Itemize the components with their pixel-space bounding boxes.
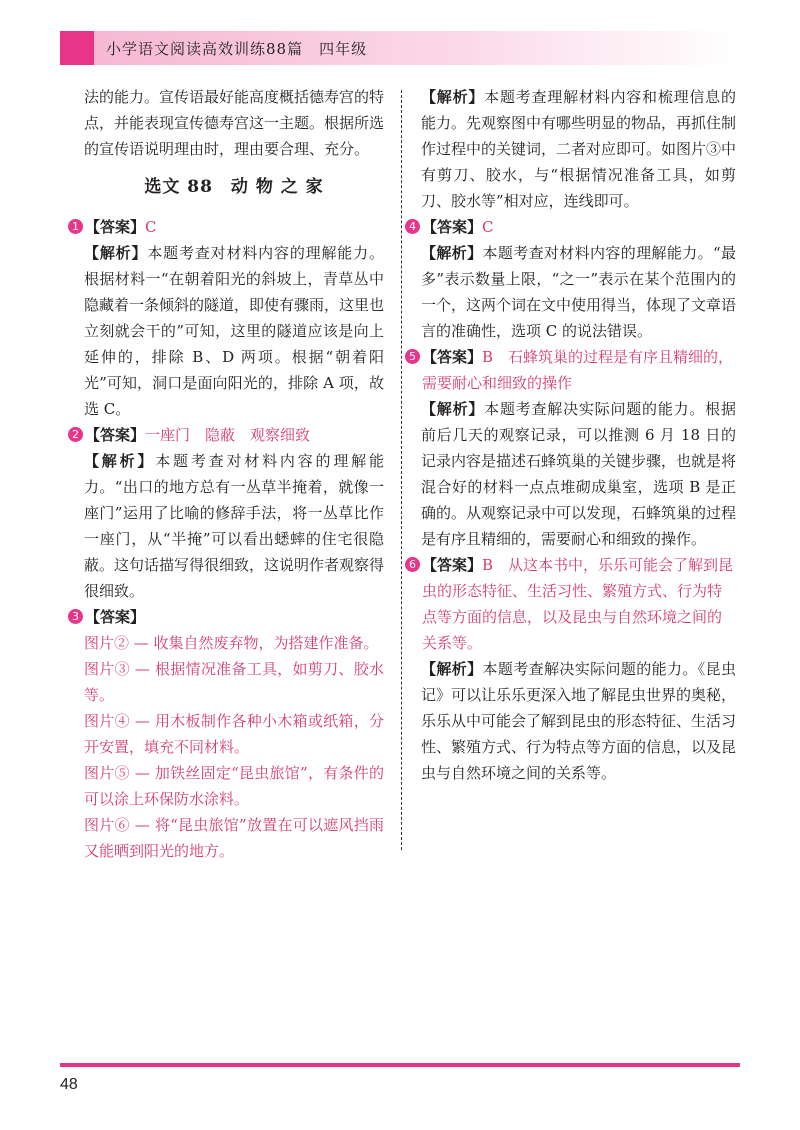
analysis-tag: 【解析】 (421, 400, 485, 418)
analysis-paragraph (421, 84, 736, 214)
column-divider (401, 90, 402, 850)
question-6-answer-row (409, 552, 736, 656)
analysis-paragraph (84, 240, 384, 422)
analysis-tag: 【解析】 (421, 660, 483, 678)
answer-wrap (422, 344, 736, 396)
analysis-tag: 【解析】 (421, 244, 483, 262)
answer-line: 图片⑤ — 加铁丝固定“昆虫旅馆”，有条件的可以涂上环保防水涂料。 (84, 764, 384, 808)
right-column (409, 84, 737, 786)
question-1-answer-row (72, 214, 384, 240)
question-5 (409, 344, 737, 552)
analysis-text: 本题考查对材料内容的理解能力。“最多”表示数量上限，“之一”表示在某个范围内的一个，这两个词在文中使用得当，体现了文章语言的准确性，选项 C 的说法错误。 (421, 244, 737, 340)
left-column (72, 84, 385, 864)
question-number-badge: 1 (68, 219, 83, 234)
question-number-badge: 3 (68, 609, 83, 624)
header-accent-block (60, 31, 94, 65)
intro-text: 法的能力。宣传语最好能高度概括德寿宫的特点，并能表现宣传德寿宫这一主题。根据所选的宣传语说明理由时，理由要合理、充分。 (84, 88, 385, 158)
question-2-answer-row (72, 422, 384, 448)
answer-line: 图片⑥ — 将“昆虫旅馆”放置在可以遮风挡雨又能晒到阳光的地方。 (84, 816, 384, 860)
analysis-tag: 【解析】 (84, 244, 148, 262)
question-4-answer-row (409, 214, 736, 240)
question-number-badge: 2 (68, 427, 83, 442)
question-1 (72, 214, 385, 422)
answer-tag: 【答案】 (85, 608, 146, 626)
answer-tag: 【答案】 (85, 426, 146, 444)
question-number-badge: 4 (405, 219, 420, 234)
answer-text: 一座门 隐蔽 观察细致 (145, 426, 311, 444)
answer-tag: 【答案】 (422, 218, 483, 236)
analysis-text: 本题考查解决实际问题的能力。《昆虫记》可以让乐乐更深入地了解昆虫世界的奥秘，乐乐从中可能会了解到昆虫的形态特征、生活习性、繁殖方式、行为特点等方面的信息，以及昆虫与自然环境之间的关系等。 (421, 660, 737, 782)
question-3-answer-row (72, 604, 384, 630)
question-4 (409, 214, 737, 344)
answer-tag: 【答案】 (85, 218, 146, 236)
analysis-paragraph (421, 656, 736, 786)
answer-line: 图片② — 收集自然废弃物，为搭建作准备。 (84, 634, 379, 652)
analysis-text: 本题考查解决实际问题的能力。根据前后几天的观察记录，可以推测 6 月 18 日的记录内容是描述石蜂筑巢的关键步骤，也就是将混合好的材料一点点堆砌成巢室，选项 B 是正确的。从观察记录中可以发现，石蜂筑巢的过程是有序且精细的，需要耐心和细致的操作。 (421, 400, 737, 548)
answer-text: B 从这本书中，乐乐可能会了解到昆虫的形态特征、生活习性、繁殖方式、行为特点等方面的信息，以及昆虫与自然环境之间的关系等。 (422, 556, 734, 652)
section-title: 选文 88 动 物 之 家 (144, 177, 324, 197)
footer-rule (60, 1063, 740, 1067)
question-number-badge: 6 (405, 557, 420, 572)
analysis-paragraph (421, 396, 736, 552)
question-3 (72, 604, 384, 864)
answer-line: 图片③ — 根据情况准备工具，如剪刀、胶水等。 (84, 660, 384, 704)
question-number-badge: 5 (405, 349, 420, 364)
answer-text: B 石蜂筑巢的过程是有序且精细的，需要耐心和细致的操作 (422, 348, 734, 392)
analysis-text: 本题考查对材料内容的理解能力。“出口的地方总有一丛草半掩着，就像一座门”运用了比喻的修辞手法，将一丛草比作一座门，从“半掩”可以看出蟋蟀的住宅很隐蔽。这句话描写得很细致，这说明作者观察得很细致。 (84, 452, 385, 600)
header-band (94, 31, 740, 65)
question-5-answer-row (409, 344, 736, 396)
analysis-tag: 【解析】 (421, 88, 485, 106)
analysis-paragraph (84, 448, 384, 604)
question-6 (409, 552, 737, 786)
answer-list (84, 630, 384, 864)
answer-tag: 【答案】 (422, 348, 483, 366)
book-title: 小学语文阅读高效训练88篇 四年级 (106, 39, 368, 58)
answer-text: C (145, 218, 157, 236)
answer-wrap (422, 552, 736, 656)
page-number: 48 (60, 1076, 78, 1093)
answer-text: C (482, 218, 494, 236)
question-2 (72, 422, 385, 604)
analysis-paragraph (421, 240, 736, 344)
analysis-text: 本题考查理解材料内容和梳理信息的能力。先观察图中有哪些明显的物品，再抓住制作过程中的关键词，二者对应即可。如图片③中有剪刀、胶水，与“根据情况准备工具，如剪刀、胶水等”相对应，连线即可。 (421, 88, 737, 210)
analysis-text: 本题考查对材料内容的理解能力。根据材料一“在朝着阳光的斜坡上，青草丛中隐藏着一条倾斜的隧道，即使有骤雨，这里也立刻就会干的”可知，这里的隧道应该是向上延伸的，排除 B、D 两项。根据“朝着阳光”可知，洞口是面向阳光的，排除 A 项，故选 C。 (84, 244, 385, 418)
analysis-tag: 【解析】 (84, 452, 156, 470)
answer-tag: 【答案】 (422, 556, 483, 574)
answer-line: 图片④ — 用木板制作各种小木箱或纸箱，分开安置，填充不同材料。 (84, 712, 384, 756)
page-header (60, 28, 740, 68)
